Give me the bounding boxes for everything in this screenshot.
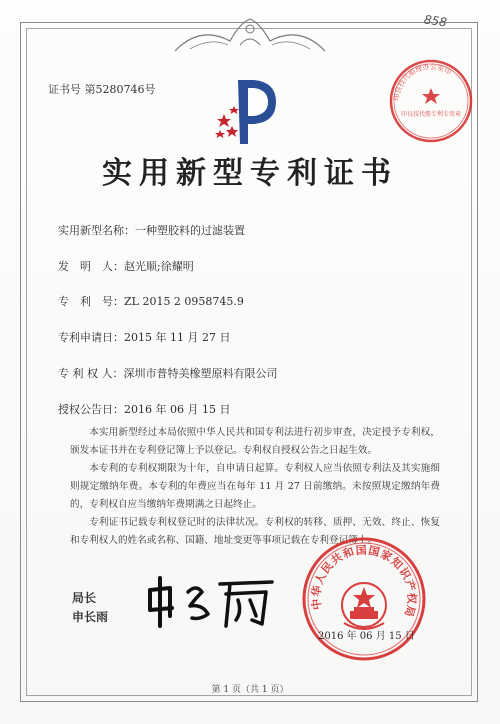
patentee-field [58,365,278,381]
top-ornament [170,15,330,57]
agency-stamp [388,58,474,144]
national-emblem-icon [342,583,386,629]
patent-number-label: 专 利 号： [58,295,124,308]
patent-number-value: ZL 2015 2 0958745.9 [124,295,244,308]
director-signature [140,570,280,632]
seal-ring-text: 中华人民共和国国家知识产权局 [309,543,419,620]
page-footer: 第 1 页（共 1 页） [211,685,289,695]
patent-office-logo [210,72,288,150]
patentee-label: 专 利 权 人： [58,367,124,380]
body-paragraph-2: 本专利的专利权期限为十年，自申请日起算。专利权人应当依照专利法及其实施细则规定缴纳年费。本专利的年费应当在每年 11 月 27 日前缴纳。未按照规定缴纳年费的，专利权自应当缴纳年费期满之日起终止。 [70,463,440,510]
agency-stamp-ring-text: 印良技代船理办公室印 [392,62,453,102]
filing-date-field [58,329,230,345]
svg-text:印良技代船理办公室印 [392,62,453,101]
inventor-value: 赵光顺;徐耀明 [124,260,194,273]
inventor-field [58,258,194,274]
announcement-date-label: 授权公告日： [58,403,124,416]
handwritten-number: 858 [423,12,448,30]
certificate-title: 实用新型专利证书 [102,156,398,191]
utility-name-label: 实用新型名称： [58,224,135,237]
agency-stamp-center-text: 印良技代船专利专用章 [400,111,462,118]
body-paragraph-3: 专利证书记载专利权登记时的法律状况。专利权的转移、质押、无效、终止、恢复和专利权人的姓名或名称、国籍、地址变更等事项记载在专利登记簿上。 [70,517,440,546]
national-ip-office-seal [300,535,428,663]
director-name: 申长雨 [72,610,109,624]
seal-date: 2016 年 06 月 15 日 [318,631,415,642]
filing-date-value: 2015 年 11 月 27 日 [124,331,231,344]
body-paragraph-1: 本实用新型经过本局依照中华人民共和国专利法进行初步审查，决定授予专利权，颁发本证书并在专利登记簿上予以登记。专利权自授权公告之日起生效。 [70,427,440,456]
utility-name-field [58,222,245,238]
director-title: 局长 [72,591,97,605]
certificate-number: 证书号 第5280746号 [48,83,156,96]
utility-name-value: 一种塑胶料的过滤装置 [135,224,245,237]
announcement-date-value: 2016 年 06 月 15 日 [124,403,231,416]
certificate-body [70,424,440,550]
announcement-date-field [58,401,230,417]
patentee-value: 深圳市普特美橡塑原料有限公司 [123,367,278,380]
filing-date-label: 专利申请日： [58,331,124,344]
patent-number-field [58,293,244,309]
inventor-label: 发 明 人： [58,260,124,273]
